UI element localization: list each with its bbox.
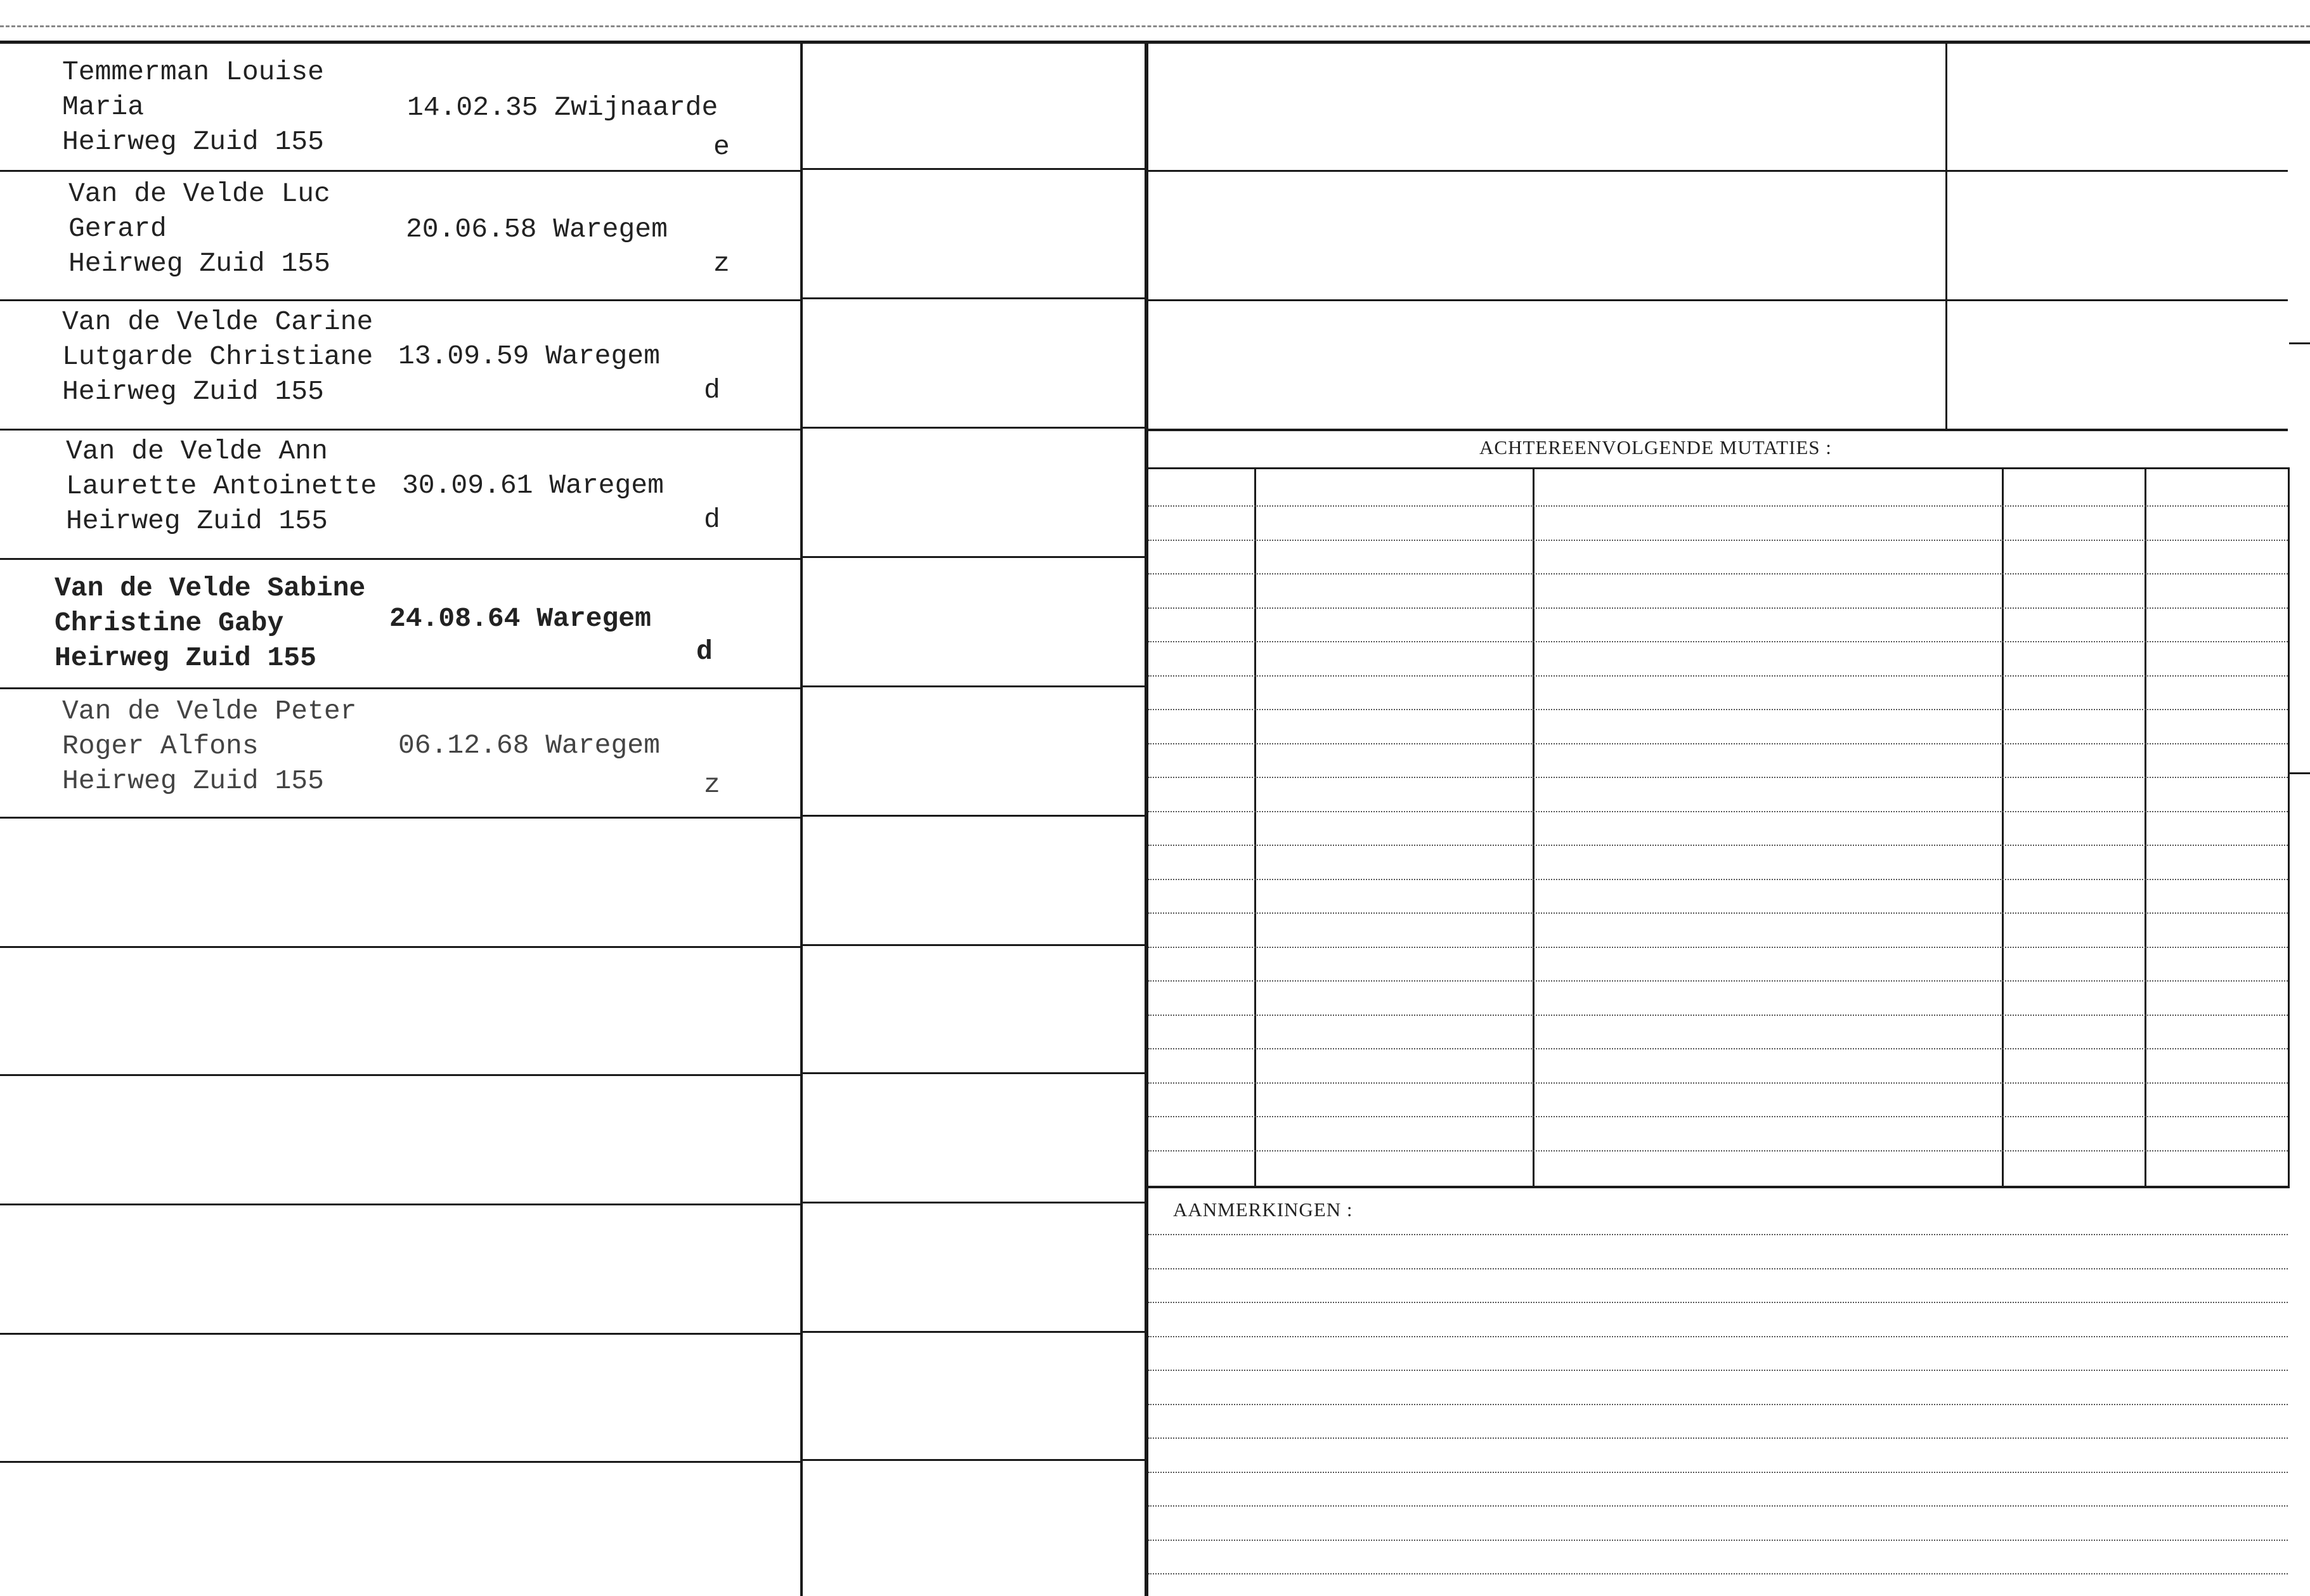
- row-line: [803, 1331, 1145, 1333]
- entry-name: Van de Velde Sabine: [55, 573, 366, 604]
- row-line: [803, 1202, 1145, 1203]
- mutation-ruled-line: [1148, 709, 2288, 710]
- entry-given-names: Maria: [62, 91, 145, 122]
- entry-row: [0, 42, 800, 171]
- entry-name: Van de Velde Peter: [62, 696, 357, 727]
- entry-birth-place: Waregem: [536, 603, 651, 634]
- row-line: [803, 685, 1145, 687]
- row-line: [803, 427, 1145, 429]
- remark-ruled-line: [1148, 1505, 2288, 1507]
- remark-ruled-line: [1148, 1370, 2288, 1371]
- entry-row: [0, 559, 800, 688]
- remark-ruled-line: [1148, 1404, 2288, 1405]
- row-line: [0, 1074, 800, 1076]
- remark-ruled-line: [1148, 1234, 2288, 1235]
- row-line: [803, 944, 1145, 946]
- mutation-ruled-line: [1148, 980, 2288, 982]
- entry-row: [0, 301, 800, 429]
- mutation-ruled-line: [1148, 540, 2288, 541]
- right-upper-divider: [1945, 42, 1947, 429]
- mutation-ruled-line: [1148, 675, 2288, 677]
- mutation-ruled-line: [1148, 1048, 2288, 1049]
- entry-given-names: Lutgarde Christiane: [62, 341, 373, 372]
- entry-name: Van de Velde Luc: [68, 178, 330, 209]
- column-divider-2: [1145, 42, 1148, 1596]
- mutation-ruled-line: [1148, 743, 2288, 744]
- entry-birth-date: 14.02.35: [407, 92, 538, 123]
- entry-row: [0, 171, 800, 300]
- mutations-col-1: [1254, 467, 1256, 1187]
- entry-birth-place: Waregem: [553, 214, 668, 245]
- row-line: [803, 168, 1145, 170]
- row-line: [803, 815, 1145, 817]
- entry-code: d: [704, 375, 720, 406]
- mutation-ruled-line: [1148, 845, 2288, 846]
- entry-code: e: [713, 131, 730, 162]
- row-line: [803, 1072, 1145, 1074]
- mutation-ruled-line: [1148, 912, 2288, 914]
- mutations-col-4: [2145, 467, 2146, 1187]
- entry-name: Van de Velde Ann: [66, 436, 328, 467]
- mutations-table-bottom: [1148, 1186, 2290, 1188]
- row-line: [0, 946, 800, 948]
- entry-birth-place: Waregem: [549, 470, 664, 501]
- margin-tick-2: [2289, 772, 2310, 774]
- entry-address: Heirweg Zuid 155: [66, 505, 328, 536]
- row-line: [0, 1203, 800, 1205]
- entry-code: d: [696, 636, 713, 667]
- entry-given-names: Christine Gaby: [55, 607, 284, 639]
- mutation-ruled-line: [1148, 879, 2288, 880]
- entry-birth-date: 20.06.58: [406, 214, 537, 245]
- entry-birth-place: Waregem: [545, 730, 660, 761]
- remark-ruled-line: [1148, 1268, 2288, 1269]
- entry-address: Heirweg Zuid 155: [68, 248, 330, 279]
- entry-address: Heirweg Zuid 155: [62, 765, 324, 796]
- mutation-ruled-line: [1148, 1116, 2288, 1117]
- mutations-col-2: [1533, 467, 1535, 1187]
- mutation-ruled-line: [1148, 947, 2288, 948]
- row-line: [0, 1333, 800, 1335]
- entry-code: z: [704, 769, 720, 800]
- entry-birth-place: Waregem: [545, 341, 660, 372]
- remark-ruled-line: [1148, 1472, 2288, 1473]
- entry-given-names: Gerard: [68, 213, 167, 244]
- entry-address: Heirweg Zuid 155: [55, 642, 316, 673]
- mutation-ruled-line: [1148, 641, 2288, 642]
- row-line: [803, 1459, 1145, 1461]
- remark-ruled-line: [1148, 1302, 2288, 1303]
- mutations-table-top: [1148, 467, 2290, 469]
- mutations-label: ACHTEREENVOLGENDE MUTATIES :: [1479, 436, 1832, 458]
- entry-name: Temmerman Louise: [62, 56, 324, 88]
- mutation-ruled-line: [1148, 1082, 2288, 1084]
- remark-ruled-line: [1148, 1540, 2288, 1541]
- row-line: [0, 1461, 800, 1463]
- entry-birth-date: 30.09.61: [402, 470, 533, 501]
- mutation-ruled-line: [1148, 777, 2288, 778]
- row-line: [803, 297, 1145, 299]
- mutation-ruled-line: [1148, 811, 2288, 812]
- entry-address: Heirweg Zuid 155: [62, 126, 324, 157]
- mutation-ruled-line: [1148, 1015, 2288, 1016]
- top-torn-edge: [0, 25, 2310, 27]
- entry-birth-place: Zwijnaarde: [554, 92, 718, 123]
- right-row-line-3: [1146, 429, 2288, 431]
- mutation-ruled-line: [1148, 573, 2288, 574]
- entry-given-names: Laurette Antoinette: [66, 470, 377, 502]
- entry-row: [0, 430, 800, 559]
- entry-birth-date: 24.08.64: [389, 603, 521, 634]
- row-line: [803, 556, 1145, 558]
- entry-address: Heirweg Zuid 155: [62, 376, 324, 407]
- remark-ruled-line: [1148, 1336, 2288, 1337]
- entry-given-names: Roger Alfons: [62, 730, 259, 762]
- mutations-col-3: [2002, 467, 2004, 1187]
- remarks-label: AANMERKINGEN :: [1173, 1198, 1353, 1221]
- entry-code: z: [713, 248, 730, 279]
- right-row-line-2: [1146, 299, 2288, 301]
- entry-name: Van de Velde Carine: [62, 306, 373, 337]
- margin-tick-1: [2289, 342, 2310, 344]
- entry-birth-date: 06.12.68: [398, 730, 529, 761]
- entry-code: d: [704, 504, 720, 535]
- mutation-ruled-line: [1148, 607, 2288, 609]
- mutations-col-5: [2288, 467, 2290, 1187]
- remark-ruled-line: [1148, 1573, 2288, 1574]
- entry-row: [0, 689, 800, 817]
- right-row-line-1: [1146, 170, 2288, 172]
- column-divider-1: [800, 42, 803, 1596]
- entry-birth-date: 13.09.59: [398, 341, 529, 372]
- mutation-ruled-line: [1148, 1150, 2288, 1152]
- remark-ruled-line: [1148, 1437, 2288, 1439]
- mutation-ruled-line: [1148, 505, 2288, 507]
